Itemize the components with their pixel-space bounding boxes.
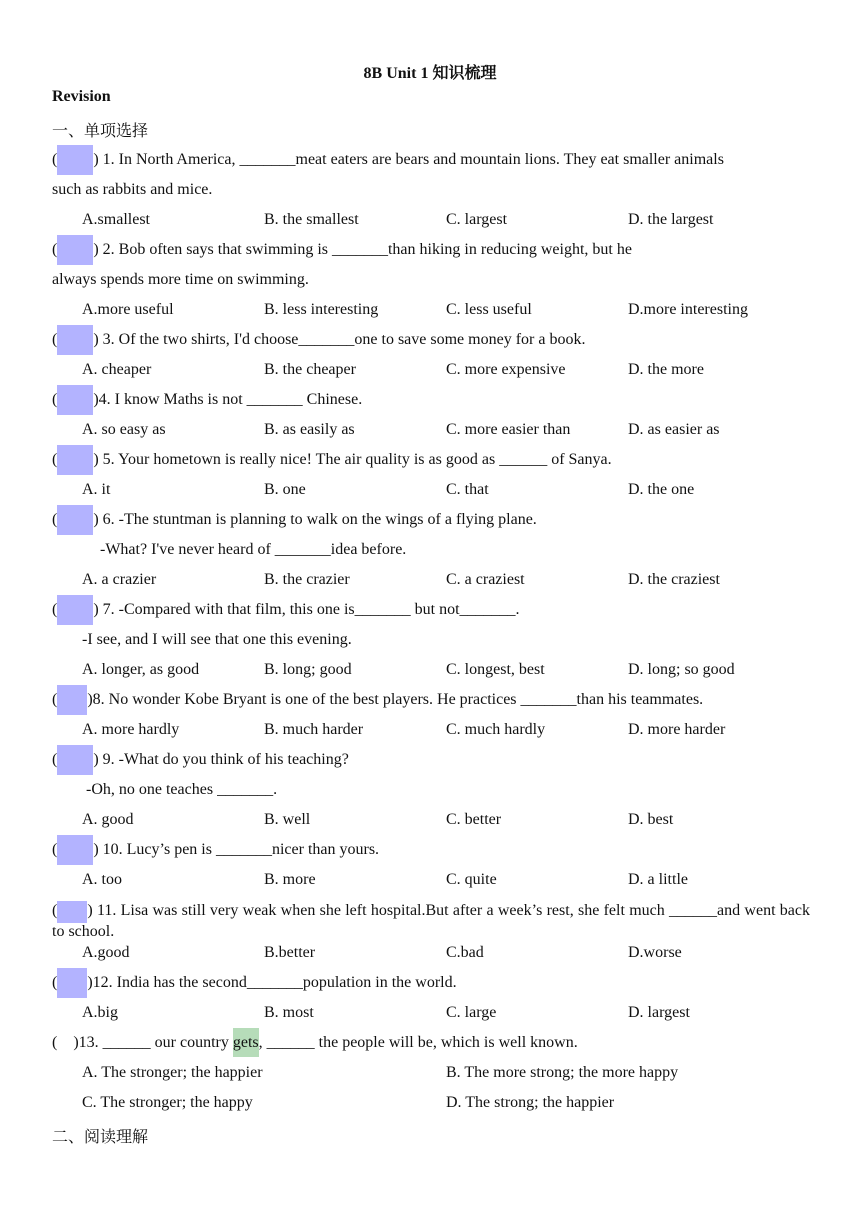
option-a: A.good — [82, 944, 130, 961]
option-d: D. best — [628, 811, 674, 828]
page-title: 8B Unit 1 知识梳理 — [363, 65, 497, 82]
option-b: B. the cheaper — [264, 361, 356, 378]
options-1 — [0, 210, 860, 230]
answer-highlight — [57, 505, 93, 535]
revision-heading: Revision — [52, 88, 111, 105]
option-a: A.more useful — [82, 301, 174, 318]
option-b: B. the smallest — [264, 211, 359, 228]
options-9 — [0, 810, 860, 830]
question-8: ( )8. No wonder Kobe Bryant is one of the best players. He practices _______than his teammates. — [52, 690, 703, 710]
option-b: B. long; good — [264, 661, 352, 678]
options-4 — [0, 420, 860, 440]
question-2: ( ) 2. Bob often says that swimming is _______than hiking in reducing weight, but he — [52, 240, 632, 260]
options-3 — [0, 360, 860, 380]
option-c: C. large — [446, 1004, 497, 1021]
option-a: A. longer, as good — [82, 661, 200, 678]
option-c: C. The stronger; the happy — [82, 1094, 253, 1111]
option-a: A. The stronger; the happier — [82, 1064, 263, 1081]
option-d: D. long; so good — [628, 661, 735, 678]
section-heading-reading: 二、阅读理解 — [52, 1129, 149, 1146]
question-6: ( ) 6. -The stuntman is planning to walk on the wings of a flying plane. — [52, 510, 537, 530]
option-c: C. more easier than — [446, 421, 571, 438]
option-d: D. the one — [628, 481, 695, 498]
answer-highlight — [57, 235, 93, 265]
option-a: A. too — [82, 871, 122, 888]
option-a: A.big — [82, 1004, 118, 1021]
answer-highlight — [57, 325, 93, 355]
option-b: B. more — [264, 871, 316, 888]
question-9-cont: -Oh, no one teaches _______. — [86, 781, 278, 798]
question-1: ( ) 1. In North America, _______meat eaters are bears and mountain lions. They eat smaller animals — [52, 150, 724, 170]
answer-highlight — [57, 445, 93, 475]
option-c: C. largest — [446, 211, 508, 228]
option-c: C. a craziest — [446, 571, 525, 588]
question-11: ( ) 11. Lisa was still very weak when she left hospital.But after a week’s rest, she felt much ______and went back to school. — [52, 902, 810, 940]
option-b: B. as easily as — [264, 421, 355, 438]
question-7: ( ) 7. -Compared with that film, this one is_______ but not_______. — [52, 600, 520, 620]
options-5 — [0, 480, 860, 500]
answer-highlight — [57, 835, 93, 865]
option-d: D. a little — [628, 871, 688, 888]
answer-highlight — [57, 145, 93, 175]
question-13: ( )13. ______ our country gets, ______ the people will be, which is well known. — [52, 1033, 578, 1053]
question-10: ( ) 10. Lucy’s pen is _______nicer than yours. — [52, 840, 379, 860]
question-7-cont: -I see, and I will see that one this evening. — [82, 631, 352, 648]
option-a: A. more hardly — [82, 721, 180, 738]
option-a: A. a crazier — [82, 571, 157, 588]
options-13-row2 — [0, 1093, 860, 1113]
option-a: A. good — [82, 811, 134, 828]
option-a: A. it — [82, 481, 111, 498]
option-b: B. well — [264, 811, 311, 828]
answer-highlight — [57, 968, 87, 998]
options-11 — [0, 943, 860, 963]
option-a: A. so easy as — [82, 421, 166, 438]
option-d: D. the largest — [628, 211, 714, 228]
question-5: ( ) 5. Your hometown is really nice! The air quality is as good as ______ of Sanya. — [52, 450, 612, 470]
option-d: D. The strong; the happier — [446, 1094, 615, 1111]
options-2 — [0, 300, 860, 320]
option-b: B. less interesting — [264, 301, 379, 318]
answer-highlight — [57, 685, 87, 715]
option-d: D. largest — [628, 1004, 690, 1021]
question-1-cont: such as rabbits and mice. — [52, 181, 213, 198]
options-6 — [0, 570, 860, 590]
option-b: B.better — [264, 944, 316, 961]
option-a: A. cheaper — [82, 361, 152, 378]
options-10 — [0, 870, 860, 890]
option-c: C.bad — [446, 944, 484, 961]
answer-highlight — [57, 385, 93, 415]
options-13-row1 — [0, 1063, 860, 1083]
option-c: C. better — [446, 811, 502, 828]
options-8 — [0, 720, 860, 740]
option-c: C. much hardly — [446, 721, 546, 738]
option-b: B. much harder — [264, 721, 364, 738]
option-c: C. quite — [446, 871, 497, 888]
question-9: ( ) 9. -What do you think of his teaching? — [52, 750, 349, 770]
question-4: ( )4. I know Maths is not _______ Chinese. — [52, 390, 362, 410]
option-c: C. that — [446, 481, 489, 498]
question-6-cont: -What? I've never heard of _______idea before. — [100, 541, 407, 558]
question-2-cont: always spends more time on swimming. — [52, 271, 309, 288]
options-7 — [0, 660, 860, 680]
answer-highlight — [57, 901, 87, 923]
highlighted-word: gets — [233, 1028, 259, 1057]
section-heading-choice: 一、单项选择 — [52, 123, 149, 140]
option-b: B. the crazier — [264, 571, 350, 588]
option-b: B. one — [264, 481, 306, 498]
option-a: A.smallest — [82, 211, 150, 228]
question-3: ( ) 3. Of the two shirts, I'd choose_______one to save some money for a book. — [52, 330, 585, 350]
option-c: C. less useful — [446, 301, 532, 318]
option-d: D. the more — [628, 361, 704, 378]
options-12 — [0, 1003, 860, 1023]
option-d: D. as easier as — [628, 421, 720, 438]
question-12: ( )12. India has the second_______population in the world. — [52, 973, 457, 993]
option-d: D. the craziest — [628, 571, 720, 588]
option-d: D. more harder — [628, 721, 726, 738]
answer-highlight — [57, 745, 93, 775]
option-d: D.worse — [628, 944, 682, 961]
option-c: C. longest, best — [446, 661, 545, 678]
answer-highlight — [57, 595, 93, 625]
option-d: D.more interesting — [628, 301, 748, 318]
option-c: C. more expensive — [446, 361, 566, 378]
option-b: B. most — [264, 1004, 314, 1021]
option-b: B. The more strong; the more happy — [446, 1064, 679, 1081]
